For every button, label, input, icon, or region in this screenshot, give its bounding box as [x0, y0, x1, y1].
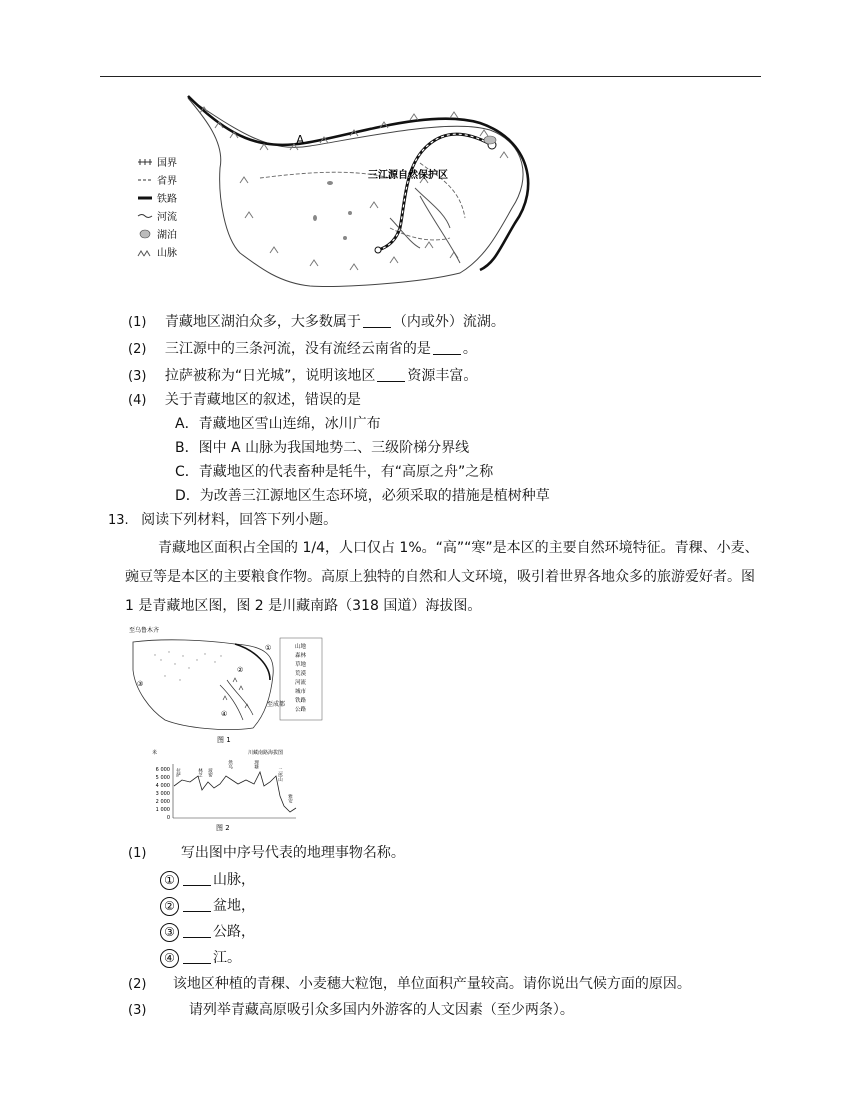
q13-sub-1 [128, 843, 405, 864]
item-text: 资源丰富。 [407, 368, 478, 384]
fill-2: ② 盆地， [160, 896, 255, 916]
river-icon [138, 215, 152, 218]
fill-4: ④ 江。 [160, 948, 241, 968]
header-rule [100, 76, 761, 77]
svg-text:山地: 山地 [295, 644, 307, 650]
fill-1: ① 山脉， [160, 870, 255, 890]
item-number: (4) [128, 393, 147, 408]
sub-text: 该地区种植的青稞、小麦穗大粒饱，单位面积产量较高。请你说出气候方面的原因。 [172, 976, 691, 992]
mark-3: ③ [137, 680, 144, 688]
border-icon [138, 159, 152, 165]
material-paragraph: 青藏地区面积占全国的 1/4，人口仅占 1%。“高”“寒”是本区的主要自然环境特征。青稞、小麦、豌豆等是本区的主要粮食作物。高原上独特的自然和人文环境，吸引着世界各地众多的旅游爱好者。图 1 是青藏地区图，图 2 是川藏南路（318 国道）海拔图。 [125, 540, 759, 614]
question-number: 13. [108, 513, 129, 528]
svg-text:川藏南路海拔图: 川藏南路海拔图 [248, 750, 284, 756]
svg-text:拉萨: 拉萨 [175, 768, 181, 777]
svg-text:2 000: 2 000 [155, 799, 170, 805]
sub-number: (3) [128, 1003, 147, 1018]
svg-text:河流: 河流 [295, 680, 307, 686]
svg-text:林芝: 林芝 [197, 768, 203, 777]
legend-label: 铁路 [157, 194, 177, 205]
svg-text:5 000: 5 000 [155, 775, 170, 781]
q13-stem [108, 510, 337, 531]
item-number: (2) [128, 342, 147, 357]
svg-text:波密: 波密 [207, 768, 213, 777]
legend-label: 省界 [157, 176, 177, 187]
svg-text:4 000: 4 000 [155, 783, 170, 789]
answer-blank[interactable] [377, 367, 405, 382]
fig1-legend [280, 638, 322, 720]
circle-mark: ① [160, 871, 179, 890]
figure-1-map [125, 620, 325, 745]
fig1-caption: 图 1 [217, 736, 231, 744]
sub-number: (2) [128, 977, 147, 992]
item-text: 三江源中的三条河流，没有流经云南省的是 [164, 341, 431, 357]
item-text: 青藏地区湖泊众多，大多数属于 [164, 314, 361, 330]
mountain-icon [138, 251, 150, 256]
figure-2-elevation [150, 746, 300, 836]
svg-text:草地: 草地 [295, 662, 307, 668]
answer-blank[interactable] [183, 923, 211, 938]
map1-legend [138, 157, 177, 259]
svg-text:铁路: 铁路 [295, 698, 307, 704]
fill-3: ③ 公路， [160, 922, 255, 942]
q12-item-4 [128, 390, 361, 411]
item-text: 关于青藏地区的叙述，错误的是 [164, 392, 361, 408]
mark-4: ④ [221, 710, 228, 718]
sub-text: 写出图中序号代表的地理事物名称。 [180, 845, 405, 861]
circle-mark: ④ [160, 949, 179, 968]
item-text: 。 [462, 341, 477, 357]
svg-text:雅安: 雅安 [287, 794, 293, 803]
fig1-top-label: 至乌鲁木齐 [129, 627, 160, 634]
svg-text:二郎山: 二郎山 [277, 768, 283, 782]
svg-text:米: 米 [152, 750, 158, 756]
svg-text:然乌: 然乌 [227, 760, 233, 769]
qinghai-tibet-map [120, 88, 540, 298]
svg-text:荒漠: 荒漠 [295, 671, 307, 677]
item-number: (1) [128, 315, 147, 330]
item-text: 拉萨被称为“日光城”，说明该地区 [164, 368, 376, 384]
q13-sub-2 [128, 974, 691, 995]
svg-text:城市: 城市 [295, 689, 307, 695]
svg-text:理塘: 理塘 [253, 760, 259, 769]
legend-label: 河流 [157, 212, 177, 223]
reserve-label: 三江源自然保护区 [368, 170, 448, 181]
svg-text:0: 0 [166, 815, 170, 821]
answer-blank[interactable] [433, 340, 461, 355]
answer-blank[interactable] [363, 313, 391, 328]
answer-blank[interactable] [183, 949, 211, 964]
legend-label: 山脉 [157, 248, 177, 259]
option-b[interactable]: B．图中 A 山脉为我国地势二、三级阶梯分界线 [175, 440, 470, 456]
legend-label: 国界 [157, 158, 177, 169]
q12-item-2 [128, 339, 477, 360]
svg-text:6 000: 6 000 [155, 767, 170, 773]
question-stem: 阅读下列材料，回答下列小题。 [141, 512, 338, 528]
circle-mark: ③ [160, 923, 179, 942]
svg-text:3 000: 3 000 [155, 791, 170, 797]
circle-mark: ② [160, 897, 179, 916]
svg-text:1 000: 1 000 [155, 807, 170, 813]
legend-label: 湖泊 [157, 230, 177, 241]
svg-text:公路: 公路 [295, 707, 307, 713]
lake-icon [140, 230, 150, 238]
item-number: (3) [128, 369, 147, 384]
label-a: A [296, 133, 305, 147]
q13-sub-3 [128, 1000, 574, 1021]
option-d[interactable]: D．为改善三江源地区生态环境，必须采取的措施是植树种草 [175, 488, 550, 504]
sub-number: (1) [128, 846, 147, 861]
q12-item-3 [128, 366, 477, 387]
q12-item-1 [128, 312, 505, 333]
fig2-caption: 图 2 [216, 824, 230, 832]
answer-blank[interactable] [183, 897, 211, 912]
svg-text:森林: 森林 [295, 653, 307, 659]
sub-text: 请列举青藏高原吸引众多国内外游客的人文因素（至少两条）。 [188, 1002, 574, 1018]
option-a[interactable]: A．青藏地区雪山连绵，冰川广布 [175, 416, 381, 432]
item-text: （内或外）流湖。 [392, 314, 505, 330]
mark-2: ② [237, 666, 244, 674]
fig1-city-label: 至成都 [267, 701, 286, 708]
mark-1: ① [265, 644, 272, 652]
answer-blank[interactable] [183, 871, 211, 886]
option-c[interactable]: C．青藏地区的代表畜种是牦牛，有“高原之舟”之称 [175, 464, 494, 480]
